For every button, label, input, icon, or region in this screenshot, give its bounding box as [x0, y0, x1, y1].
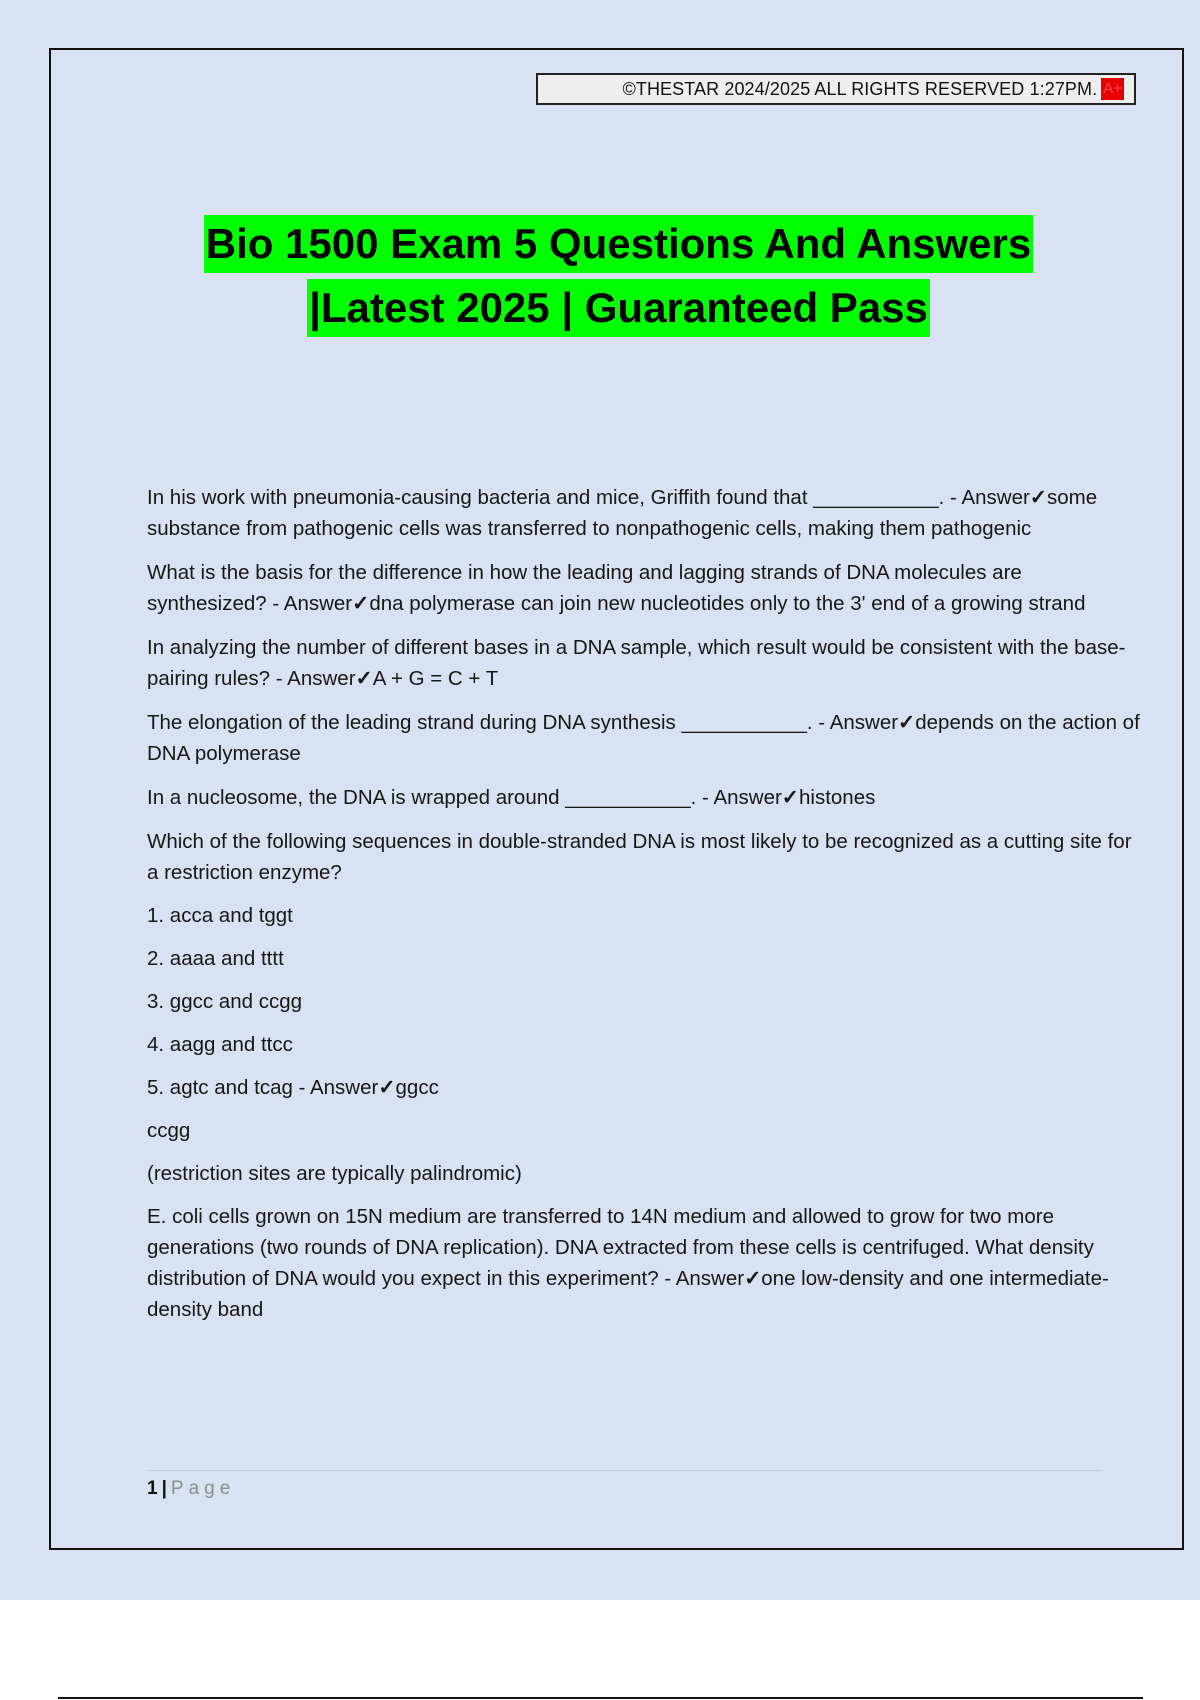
- page-footer: [147, 1478, 235, 1500]
- answer-label: Answer: [287, 667, 356, 690]
- answer-label: Answer: [283, 592, 353, 615]
- restriction-question: Which of the following sequences in double-stranded DNA is most likely to be recognized as a cutting site for a restriction enzyme?: [147, 830, 1132, 884]
- answer-text: depends on the action of DNA polymerase: [147, 711, 1140, 765]
- qa-item-4: [147, 707, 1142, 769]
- question-text: In his work with pneumonia-causing bacteria and mice, Griffith found that ___________. -: [147, 486, 957, 509]
- option-2: 2. aaaa and tttt: [147, 947, 284, 970]
- answer-text: some substance from pathogenic cells was transferred to nonpathogenic cells, making them pathogenic: [147, 486, 1098, 540]
- answer-continuation: ccgg: [147, 1119, 191, 1142]
- qa-item-ecoli: [147, 1201, 1142, 1325]
- answer-text: ggcc: [395, 1076, 439, 1099]
- page-number: 1: [147, 1478, 158, 1499]
- answer-label: Answer: [675, 1267, 745, 1290]
- answer-label: Answer: [309, 1076, 379, 1099]
- title-line-2: |Latest 2025 | Guaranteed Pass: [307, 279, 930, 337]
- checkmark-icon: ✓: [352, 592, 370, 615]
- question-text: The elongation of the leading strand during DNA synthesis ___________. -: [147, 711, 826, 734]
- answer-note: (restriction sites are typically palindromic): [147, 1162, 522, 1185]
- answer-label: Answer: [961, 486, 1030, 509]
- page-frame: [49, 48, 1184, 1550]
- copyright-text: ©THESTAR 2024/2025 ALL RIGHTS RESERVED 1:27PM.: [622, 78, 1098, 99]
- option-5-text: 5. agtc and tcag -: [147, 1076, 306, 1099]
- checkmark-icon: ✓: [1029, 486, 1047, 509]
- grade-badge: A+: [1101, 78, 1124, 100]
- qa-item-5: [147, 782, 1142, 813]
- answer-label: Answer: [713, 786, 782, 809]
- option-1: 1. acca and tggt: [147, 904, 293, 927]
- footer-separator: |: [161, 1478, 167, 1499]
- option-4: 4. aagg and ttcc: [147, 1033, 293, 1056]
- answer-text: dna polymerase can join new nucleotides only to the 3' end of a growing strand: [369, 592, 1086, 615]
- answer-text: histones: [798, 786, 876, 809]
- footer-divider: [147, 1470, 1102, 1471]
- option-3: 3. ggcc and ccgg: [147, 990, 302, 1013]
- title-line-1: Bio 1500 Exam 5 Questions And Answers: [204, 215, 1034, 273]
- next-page-top-rule: [58, 1697, 1143, 1699]
- question-text: What is the basis for the difference in how the leading and lagging strands of DNA molecules are synthesized? -: [147, 561, 1022, 615]
- answer-text: A + G = C + T: [372, 667, 499, 690]
- checkmark-icon: ✓: [898, 711, 916, 734]
- checkmark-icon: ✓: [744, 1267, 762, 1290]
- qa-item-3: [147, 632, 1142, 694]
- question-text: In analyzing the number of different bases in a DNA sample, which result would be consistent with the base-pairing rules? -: [147, 636, 1126, 690]
- answer-text: one low-density and one intermediate-density band: [147, 1267, 1109, 1321]
- checkmark-icon: ✓: [355, 667, 373, 690]
- checkmark-icon: ✓: [781, 786, 799, 809]
- question-text: E. coli cells grown on 15N medium are transferred to 14N medium and allowed to grow for two more generations (two rounds of DNA replication). DNA extracted from these cells is centrifuged. What density distribution of DNA would you expect in this experiment? -: [147, 1205, 1094, 1290]
- document-title: [51, 215, 1186, 337]
- qa-content: [147, 482, 1142, 1338]
- copyright-header: [536, 73, 1136, 105]
- answer-label: Answer: [829, 711, 899, 734]
- question-text: In a nucleosome, the DNA is wrapped around ___________. -: [147, 786, 709, 809]
- option-5: [147, 1072, 1142, 1103]
- checkmark-icon: ✓: [378, 1076, 396, 1099]
- qa-item-1: [147, 482, 1142, 544]
- page-label: Page: [170, 1478, 236, 1499]
- qa-item-2: [147, 557, 1142, 619]
